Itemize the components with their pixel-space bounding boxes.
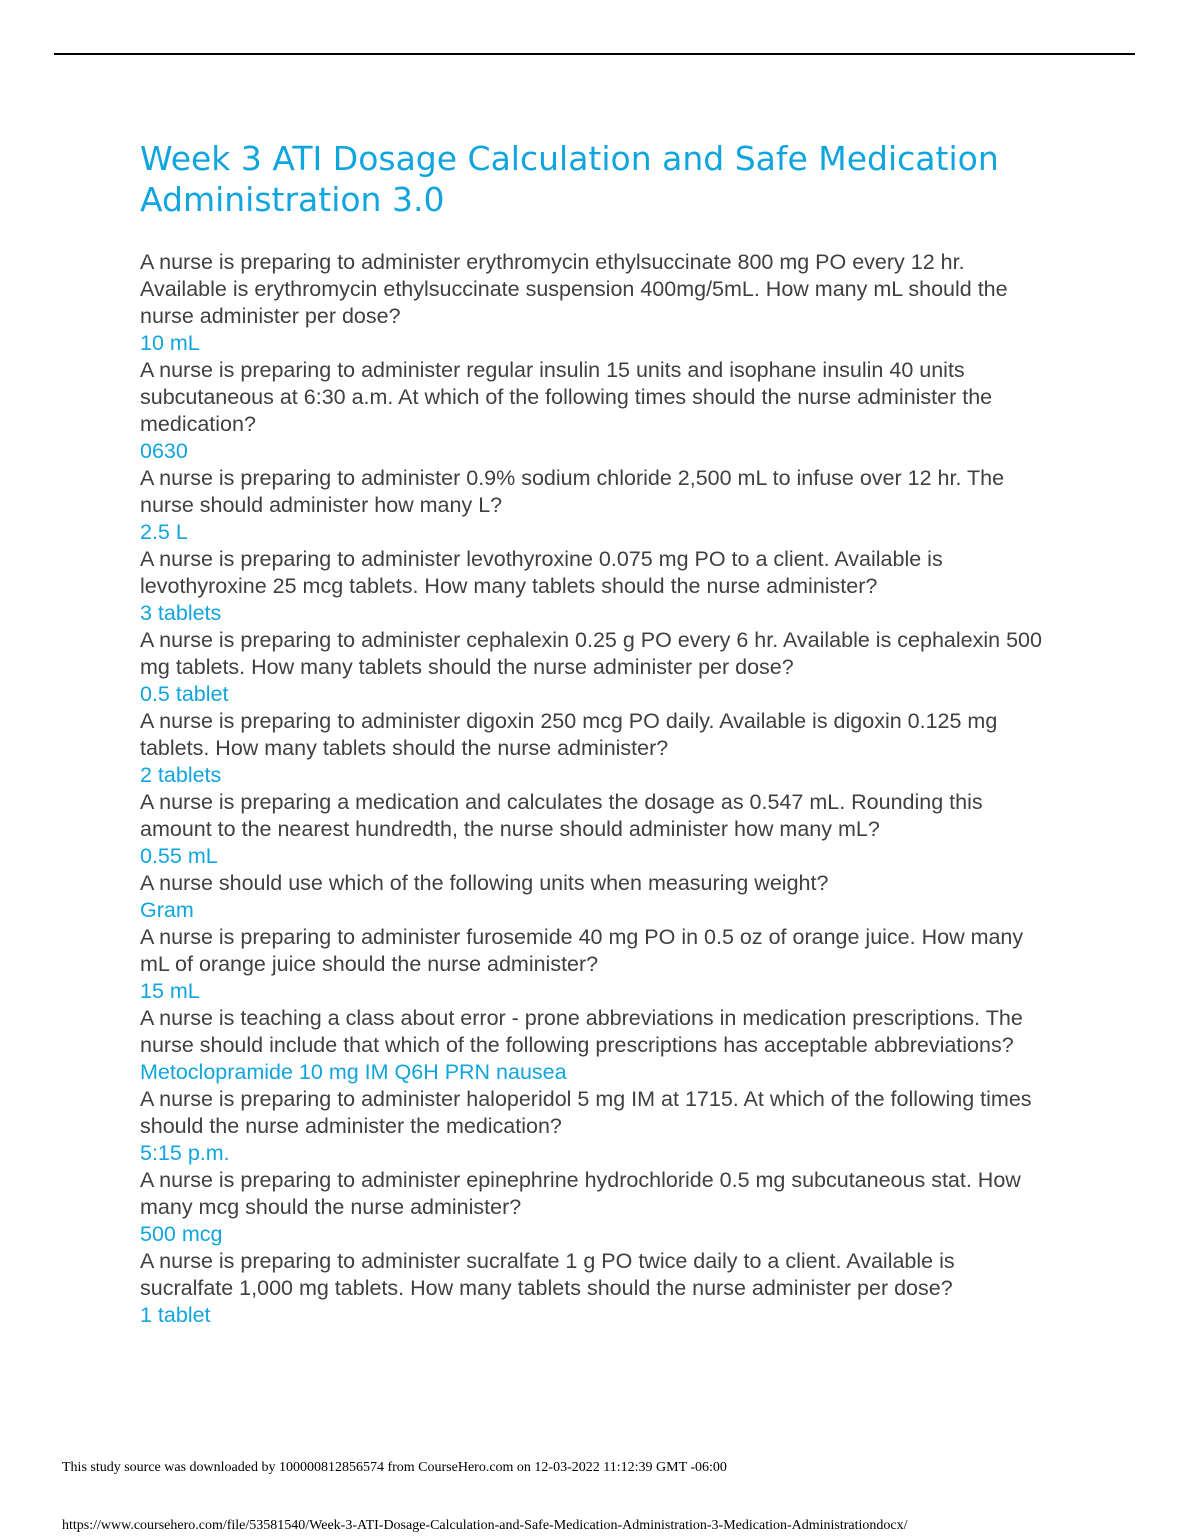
question: A nurse is preparing a medication and calculates the dosage as 0.547 mL. Rounding this amount to the nearest hundredth, the nurse should administer how many mL? [140, 790, 983, 841]
qa-list [140, 249, 1050, 1329]
answer: 500 mcg [140, 1222, 223, 1246]
question: A nurse is preparing to administer haloperidol 5 mg IM at 1715. At which of the following times should the nurse administer the medication? [140, 1087, 1032, 1138]
answer: 15 mL [140, 979, 200, 1003]
answer: Metoclopramide 10 mg IM Q6H PRN nausea [140, 1060, 567, 1084]
top-rule [54, 53, 1135, 55]
question: A nurse is preparing to administer regular insulin 15 units and isophane insulin 40 units subcutaneous at 6:30 a.m. At which of the following times should the nurse administer the medication? [140, 358, 993, 436]
answer: Gram [140, 898, 194, 922]
question: A nurse is teaching a class about error - prone abbreviations in medication prescriptions. The nurse should include that which of the following prescriptions has acceptable abbreviations? [140, 1006, 1023, 1057]
answer: 0.55 mL [140, 844, 218, 868]
question: A nurse is preparing to administer cephalexin 0.25 g PO every 6 hr. Available is cephalexin 500 mg tablets. How many tablets should the nurse administer per dose? [140, 628, 1042, 679]
question: A nurse is preparing to administer sucralfate 1 g PO twice daily to a client. Available is sucralfate 1,000 mg tablets. How many tablets should the nurse administer per dose? [140, 1249, 955, 1300]
question: A nurse is preparing to administer digoxin 250 mcg PO daily. Available is digoxin 0.125 mg tablets. How many tablets should the nurse administer? [140, 709, 998, 760]
answer: 5:15 p.m. [140, 1141, 230, 1165]
question: A nurse is preparing to administer erythromycin ethylsuccinate 800 mg PO every 12 hr. Available is erythromycin ethylsuccinate suspension 400mg/5mL. How many mL should the nurse administer per dose? [140, 250, 1008, 328]
question: A nurse is preparing to administer epinephrine hydrochloride 0.5 mg subcutaneous stat. How many mcg should the nurse administer? [140, 1168, 1021, 1219]
question: A nurse should use which of the following units when measuring weight? [140, 871, 829, 895]
question: A nurse is preparing to administer 0.9% sodium chloride 2,500 mL to infuse over 12 hr. The nurse should administer how many L? [140, 466, 1005, 517]
footer-url: https://www.coursehero.com/file/53581540/Week-3-ATI-Dosage-Calculation-and-Safe-Medication-Administration-3-Medication-Administrationdocx/ [62, 1518, 908, 1533]
document-title: Week 3 ATI Dosage Calculation and Safe Medication Administration 3.0 [140, 139, 999, 219]
answer: 3 tablets [140, 601, 222, 625]
answer: 2.5 L [140, 520, 188, 544]
question: A nurse is preparing to administer furosemide 40 mg PO in 0.5 oz of orange juice. How many mL of orange juice should the nurse administer? [140, 925, 1024, 976]
answer: 10 mL [140, 331, 200, 355]
answer: 0.5 tablet [140, 682, 229, 706]
answer: 0630 [140, 439, 188, 463]
footer-source-note: This study source was downloaded by 100000812856574 from CourseHero.com on 12-03-2022 11:12:39 GMT -06:00 [62, 1460, 727, 1475]
question: A nurse is preparing to administer levothyroxine 0.075 mg PO to a client. Available is levothyroxine 25 mcg tablets. How many tablets should the nurse administer? [140, 547, 943, 598]
answer: 2 tablets [140, 763, 222, 787]
answer: 1 tablet [140, 1303, 211, 1327]
